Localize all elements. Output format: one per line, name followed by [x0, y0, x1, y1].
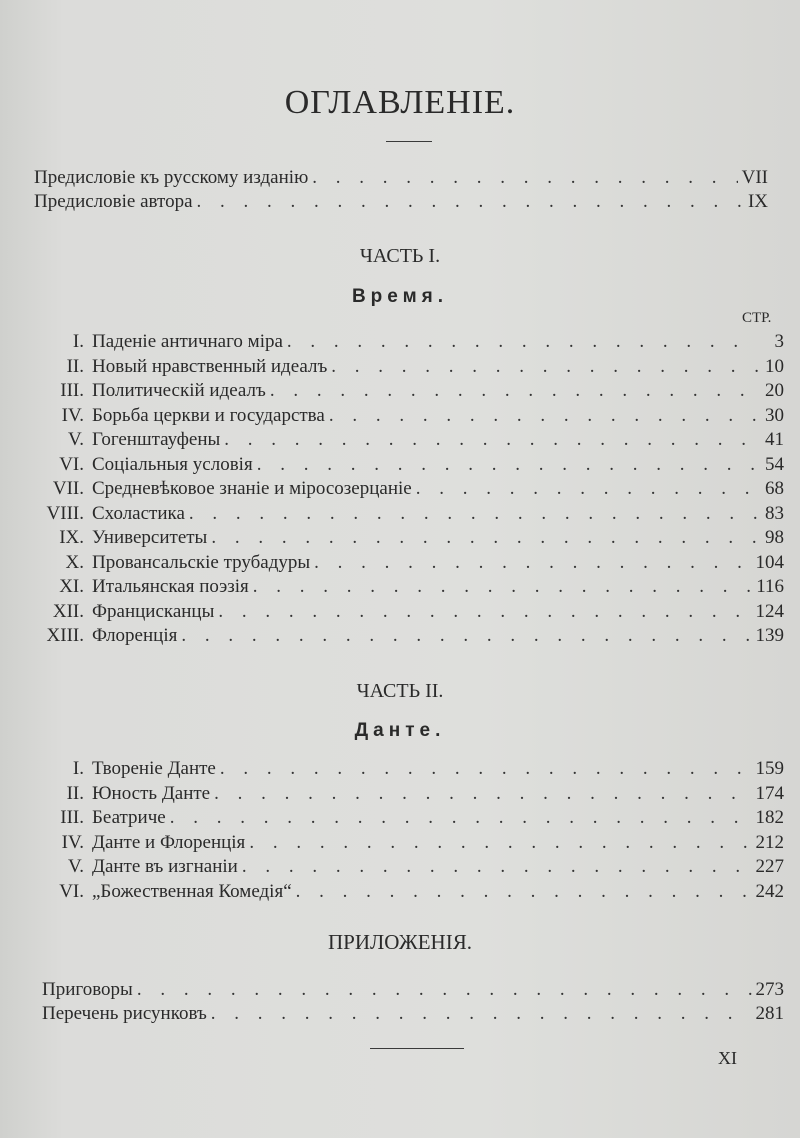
chapter-number: III. [60, 380, 84, 401]
toc-entry-label: Предисловіе автора [34, 191, 193, 212]
toc-entry-label: Данте въ изгнаніи [92, 856, 238, 877]
toc-entry-page: VII [741, 167, 768, 188]
leader-dots [224, 428, 758, 452]
toc-entry-label: Беатриче [92, 807, 166, 828]
toc-entry-page: 3 [774, 331, 784, 352]
leader-dots [329, 404, 758, 428]
chapter-number: V. [67, 429, 84, 450]
leader-dots [257, 453, 758, 477]
chapter-number: II. [66, 782, 84, 804]
chapter-number: XII. [52, 600, 84, 622]
chapter-number: I. [72, 331, 84, 352]
toc-entry-page: 182 [755, 807, 784, 828]
toc-entry [22, 502, 784, 526]
chapter-number: VI. [59, 880, 84, 902]
toc-entry-label: Борьба церкви и государства [92, 404, 325, 426]
toc-entry [22, 831, 784, 855]
appendix-heading: ПРИЛОЖЕНІЯ. [328, 930, 472, 954]
toc-entry [22, 575, 784, 599]
chapter-number: XI. [59, 576, 84, 597]
toc-entry-page: 68 [765, 478, 784, 499]
leader-dots [270, 379, 758, 403]
toc-entry-page: 174 [755, 782, 784, 804]
leader-dots [211, 526, 758, 550]
leader-dots [214, 782, 751, 806]
toc-entry-page: 30 [765, 404, 784, 426]
toc-entry-page: 98 [765, 527, 784, 548]
leader-dots [253, 575, 752, 599]
toc-entry [22, 880, 784, 904]
toc-entry [22, 782, 784, 806]
toc-entry-page: 20 [765, 380, 784, 401]
toc-entry-page: 41 [765, 429, 784, 450]
toc-entry-page: 116 [756, 576, 784, 597]
chapter-number: XIII. [46, 625, 84, 646]
chapter-number: IV. [61, 831, 84, 853]
toc-entry-label: Юность Данте [92, 782, 211, 804]
leader-dots [220, 757, 752, 781]
leader-dots [137, 978, 752, 1002]
page-title: ОГЛАВЛЕНІЕ. [284, 84, 516, 121]
toc-entry-label: „Божественная Комедія“ [92, 880, 292, 902]
toc-entry-page: 124 [755, 600, 784, 622]
toc-entry-page: 139 [755, 625, 784, 646]
chapter-number: VII. [52, 478, 84, 499]
toc-entry-label: Провансальскіе трубадуры [92, 551, 311, 573]
toc-entry [22, 855, 784, 879]
toc-entry [22, 379, 784, 403]
toc-entry-appendix-illustrations [42, 1002, 784, 1026]
chapter-number: VIII. [46, 502, 84, 524]
toc-entry-label: Предисловіе къ русскому изданію [34, 167, 309, 188]
toc-entry [22, 526, 784, 550]
leader-dots [312, 166, 737, 190]
title-rule [386, 141, 432, 142]
toc-entry [22, 806, 784, 830]
chapter-number: V. [67, 856, 84, 877]
chapter-number: III. [60, 807, 84, 828]
toc-entry-label: Новый нравственный идеалъ [92, 355, 328, 377]
toc-entry [22, 757, 784, 781]
toc-entry-label: Перечень рисунковъ [42, 1003, 207, 1024]
toc-entry-page: 159 [755, 758, 784, 779]
toc-entry [22, 551, 784, 575]
toc-entry-page: 212 [755, 831, 784, 853]
toc-entry-label: Приговоры [42, 979, 133, 1000]
toc-entry-page: IX [747, 191, 768, 212]
toc-entry [22, 624, 784, 648]
leader-dots [242, 855, 752, 879]
toc-entry [22, 404, 784, 428]
toc-entry-label: Твореніе Данте [92, 758, 216, 779]
chapter-number: I. [72, 758, 84, 779]
toc-entry [22, 428, 784, 452]
leader-dots [249, 831, 751, 855]
toc-entry [22, 453, 784, 477]
toc-entry-label: Паденіе античнаго міра [92, 331, 283, 352]
toc-entry-label: Францисканцы [92, 600, 215, 622]
toc-entry-page: 242 [755, 880, 784, 902]
part2-heading: ЧАСТЬ II. [356, 680, 444, 702]
toc-entry-label: Политическій идеалъ [92, 380, 266, 401]
page-column-label: СТР. [742, 310, 772, 326]
leader-dots [331, 355, 758, 379]
toc-entry-preface-russian [34, 166, 768, 190]
toc-entry-label: Итальянская поэзія [92, 576, 249, 597]
part1-heading: ЧАСТЬ I. [359, 245, 441, 267]
toc-entry-label: Схоластика [92, 502, 185, 524]
toc-entry-label: Данте и Флоренція [92, 831, 246, 853]
page-folio: XI [718, 1048, 737, 1068]
leader-dots [197, 190, 742, 214]
chapter-number: IV. [61, 404, 84, 426]
toc-entry [22, 600, 784, 624]
toc-entry-label: Гогенштауфены [92, 429, 221, 450]
part1-subtitle: Время. [351, 286, 449, 307]
toc-entry-page: 83 [765, 502, 784, 524]
leader-dots [314, 551, 751, 575]
toc-entry-page: 273 [755, 979, 784, 1000]
toc-entry-preface-author [34, 190, 768, 214]
leader-dots [170, 806, 752, 830]
leader-dots [218, 600, 751, 624]
toc-entry [22, 355, 784, 379]
toc-entry-label: Флоренція [92, 625, 178, 646]
chapter-number: II. [66, 355, 84, 377]
chapter-number: IX. [59, 527, 84, 548]
part2-subtitle: Данте. [354, 720, 446, 741]
toc-entry [22, 477, 784, 501]
chapter-number: VI. [59, 453, 84, 475]
toc-entry-label: Средневѣковое знаніе и міросозерцаніе [92, 478, 412, 499]
toc-entry-page: 54 [765, 453, 784, 475]
leader-dots [181, 624, 751, 648]
leader-dots [416, 477, 758, 501]
leader-dots [287, 330, 758, 354]
bottom-rule [370, 1048, 464, 1049]
toc-entry-label: Соціальныя условія [92, 453, 253, 475]
leader-dots [296, 880, 752, 904]
toc-entry-page: 10 [765, 355, 784, 377]
toc-entry-label: Университеты [92, 527, 208, 548]
leader-dots [211, 1002, 752, 1026]
chapter-number: X. [65, 551, 84, 573]
toc-entry-appendix-sentences [42, 978, 784, 1002]
toc-entry-page: 227 [755, 856, 784, 877]
toc-entry-page: 104 [755, 551, 784, 573]
toc-entry [22, 330, 784, 354]
leader-dots [189, 502, 758, 526]
toc-entry-page: 281 [755, 1003, 784, 1024]
